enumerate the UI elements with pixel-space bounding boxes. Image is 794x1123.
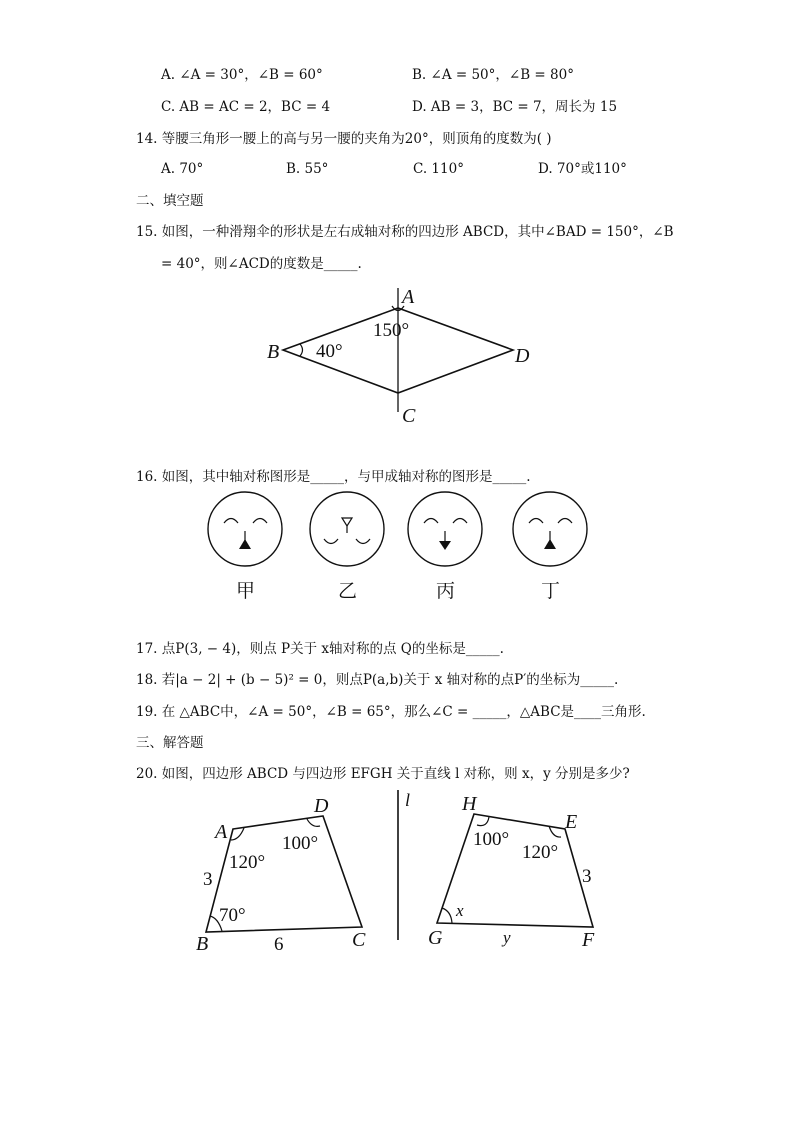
q15-label-c: C [402,405,416,427]
face-label-ding: 丁 [541,581,561,602]
q13-option-b: B. ∠A = 50°，∠B = 80° [412,67,574,83]
q14-stem: 14. 等腰三角形一腰上的高与另一腰的夹角为20°，则顶角的度数为( ) [136,131,552,147]
q15-angle-b-label: 40° [316,341,343,362]
q18-stem: 18. 若|a − 2| + (b − 5)² = 0，则点P(a,b)关于 x 轴对称的点P′的坐标为_____. [136,672,619,688]
q20-label-f: F [582,929,595,951]
q20-angle-d-label: 100° [282,833,319,854]
q20-label-e: E [565,811,578,833]
q13-option-a: A. ∠A = 30°，∠B = 60° [161,67,323,83]
q20-side-bc-label: 6 [274,934,284,955]
q20-side-gf-label: y [503,928,511,947]
q20-axis-label: l [405,790,411,810]
section-fill-blank-heading: 二、填空题 [136,193,204,209]
q20-angle-g-label: x [456,901,464,920]
q20-label-g: G [428,927,443,949]
q15-stem-line2: = 40°，则∠ACD的度数是_____. [161,256,362,272]
q13-option-c: C. AB = AC = 2，BC = 4 [161,99,331,115]
q13-option-d: D. AB = 3，BC = 7，周长为 15 [412,99,618,115]
face-label-jia: 甲 [236,581,256,602]
face-label-bing: 丙 [436,581,456,602]
q20-angle-e-label: 120° [522,842,559,863]
q14-option-d: D. 70°或110° [538,161,627,177]
q20-angle-b-label: 70° [219,905,246,926]
q14-option-a: A. 70° [161,161,204,177]
q16-stem: 16. 如图，其中轴对称图形是_____，与甲成轴对称的图形是_____. [136,469,531,485]
q14-option-c: C. 110° [413,161,464,177]
q20-stem: 20. 如图，四边形 ABCD 与四边形 EFGH 关于直线 l 对称，则 x，y 分别是多少? [136,766,630,782]
q17-stem: 17. 点P(3, − 4)，则点 P关于 x轴对称的点 Q的坐标是_____. [136,641,504,657]
q15-label-b: B [267,341,280,363]
q20-label-a: A [215,821,228,843]
face-label-yi: 乙 [338,581,358,602]
q19-stem: 19. 在 △ABC中，∠A = 50°，∠B = 65°，那么∠C = _____，△ABC是____三角形. [136,704,646,720]
q20-angle-h-label: 100° [473,829,510,850]
q15-label-d: D [515,345,530,367]
q20-label-b: B [196,933,209,955]
q14-option-b: B. 55° [286,161,329,177]
q20-label-c: C [352,929,366,951]
q15-stem-line1: 15. 如图，一种滑翔伞的形状是左右成轴对称的四边形 ABCD，其中∠BAD = 150°，∠B [136,224,674,240]
q20-side-ab-label: 3 [203,869,213,890]
q20-angle-a-label: 120° [229,852,266,873]
q20-label-h: H [462,793,477,815]
q20-side-ef-label: 3 [582,866,592,887]
q20-label-d: D [314,795,329,817]
q15-label-a: A [402,286,415,308]
section-answer-heading: 三、解答题 [136,735,204,751]
q15-angle-a-label: 150° [373,320,410,341]
